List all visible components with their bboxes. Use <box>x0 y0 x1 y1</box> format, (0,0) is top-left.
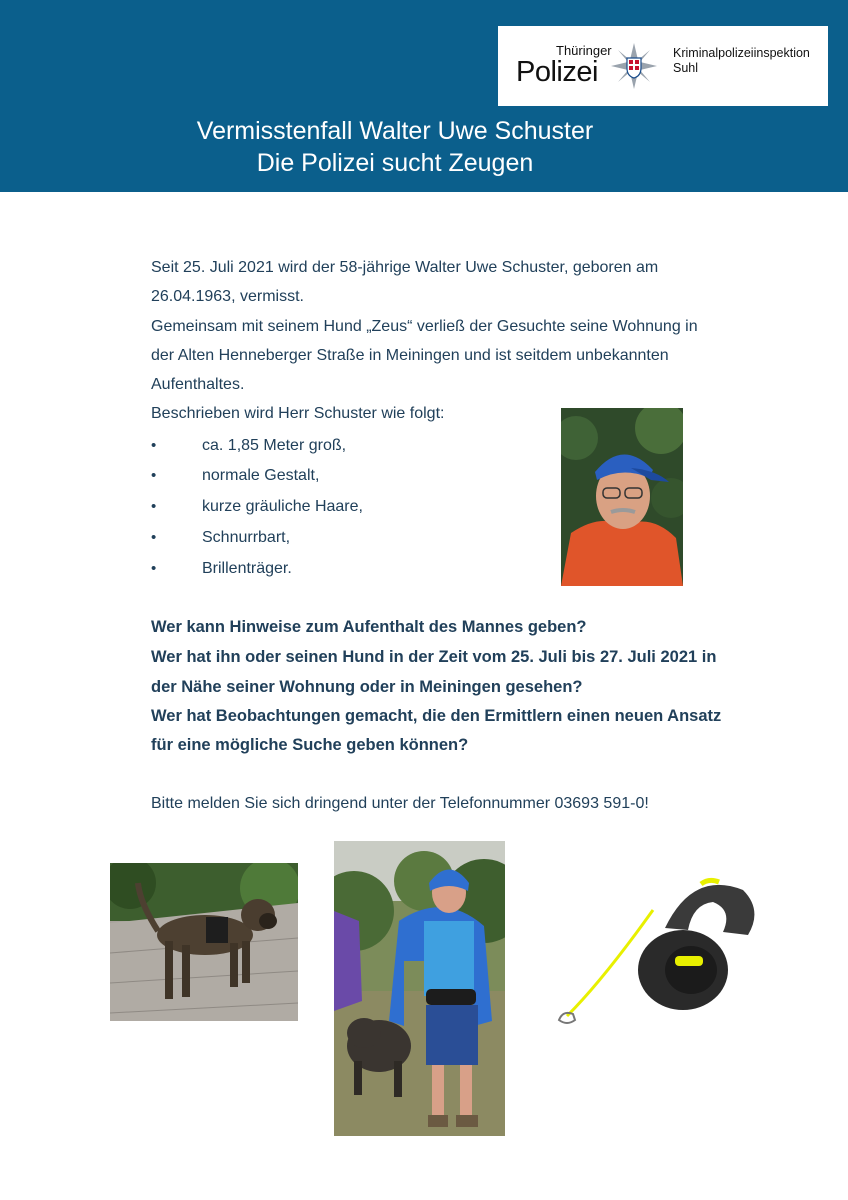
intro-line-1: Seit 25. Juli 2021 wird der 58-jährige Walter Uwe Schuster, geboren am <box>151 259 659 276</box>
intro-line-3: Gemeinsam mit seinem Hund „Zeus“ verließ der Gesuchte seine Wohnung in <box>151 318 698 335</box>
intro-line-2: 26.04.1963, vermisst. <box>151 288 304 305</box>
question-line-5: für eine mögliche Suche geben können? <box>151 736 469 754</box>
intro-line-4: der Alten Henneberger Straße in Meiningen und ist seitdem unbekannten <box>151 347 669 364</box>
page-title-line-1: Vermisstenfall Walter Uwe Schuster <box>196 117 594 145</box>
description-item: kurze gräuliche Haare, <box>202 498 363 515</box>
intro-line-6: Beschrieben wird Herr Schuster wie folgt: <box>151 405 445 422</box>
bullet-marker: • <box>151 560 157 577</box>
question-line-1: Wer kann Hinweise zum Aufenthalt des Mannes geben? <box>151 618 587 636</box>
intro-line-5: Aufenthaltes. <box>151 376 245 393</box>
leash-photo <box>553 870 758 1046</box>
question-line-4: Wer hat Beobachtungen gemacht, die den Ermittlern einen neuen Ansatz <box>151 707 722 725</box>
header-banner <box>0 0 848 192</box>
description-item: Schnurrbart, <box>202 529 291 546</box>
police-star-icon <box>610 42 658 90</box>
question-line-3: der Nähe seiner Wohnung oder in Meiningen gesehen? <box>151 678 583 696</box>
org-name <box>673 46 810 76</box>
contact-line: Bitte melden Sie sich dringend unter der Telefonnummer 03693 591-0! <box>151 795 649 812</box>
page-title-line-2: Die Polizei sucht Zeugen <box>256 149 534 177</box>
bullet-marker: • <box>151 437 157 454</box>
dog-photo <box>110 863 298 1021</box>
bullet-marker: • <box>151 467 157 484</box>
description-item: ca. 1,85 Meter groß, <box>202 437 347 454</box>
man-with-dog-photo <box>334 841 505 1136</box>
org-line-2: Suhl <box>673 61 699 75</box>
description-item: Brillenträger. <box>202 560 292 577</box>
bullet-marker: • <box>151 498 157 515</box>
logo-thueringer: Thüringer <box>556 43 612 58</box>
question-line-2: Wer hat ihn oder seinen Hund in der Zeit vom 25. Juli bis 27. Juli 2021 in <box>151 648 717 666</box>
portrait-photo <box>561 408 683 586</box>
description-item: normale Gestalt, <box>202 467 320 484</box>
bullet-marker: • <box>151 529 157 546</box>
logo-polizei: Polizei <box>516 56 598 88</box>
org-line-1: Kriminalpolizeiinspektion <box>673 46 810 60</box>
